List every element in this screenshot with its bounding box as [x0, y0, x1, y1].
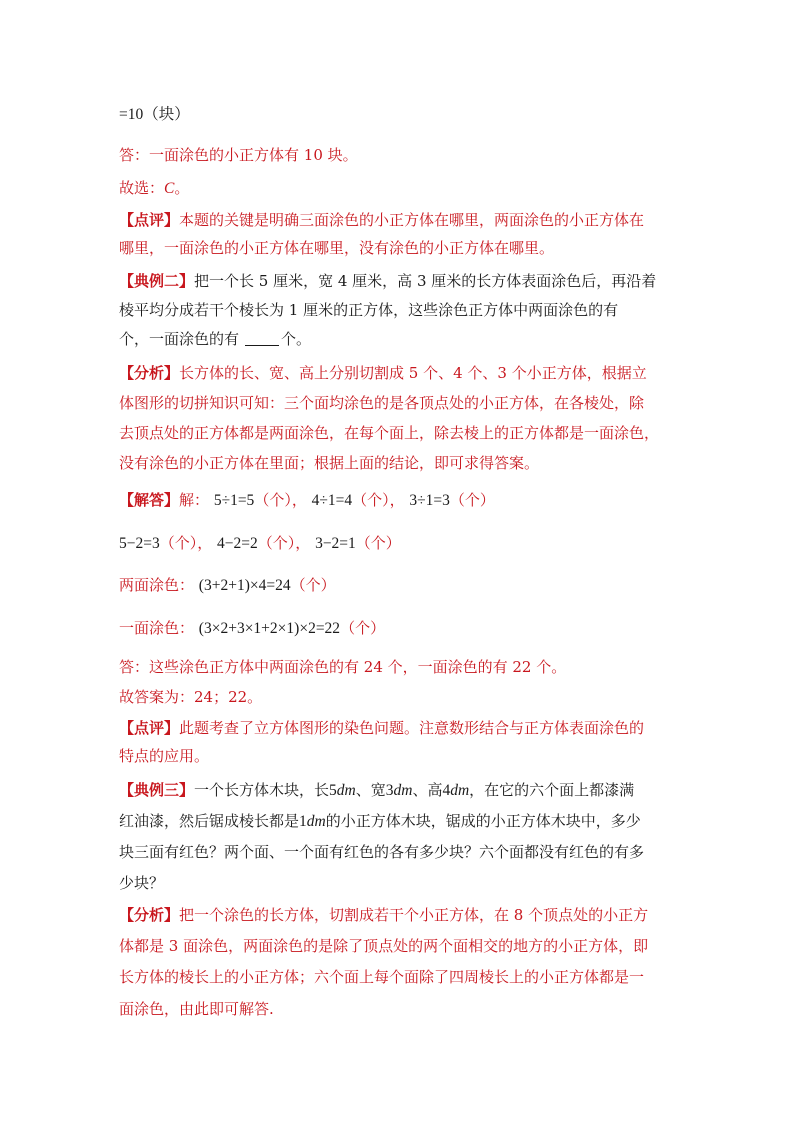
example-2-heading: 【典例二】: [119, 272, 195, 290]
analysis-text: 把一个涂色的长方体，切割成若干个小正方体，在 8 个顶点处的小正方: [179, 906, 649, 924]
example-3-text: 红油漆，然后锯成棱长都是: [119, 812, 300, 830]
analysis-text: 去顶点处的正方体都是两面涂色，在每个面上，除去棱上的正方体都是一面涂色，: [119, 424, 660, 442]
comment-text: 此题考查了立方体图形的染色问题。注意数形结合与正方体表面涂色的: [179, 719, 645, 737]
solution-line-1: [119, 490, 495, 511]
unit-dm: dm: [450, 782, 470, 799]
analysis-heading: 【分析】: [119, 364, 180, 382]
solution-line-4: [119, 618, 385, 639]
example-2-text: 个，一面涂色的有: [119, 330, 240, 348]
analysis-line-1: [119, 363, 647, 383]
comment-text: 本题的关键是明确三面涂色的小正方体在哪里，两面涂色的小正方体在: [179, 211, 645, 229]
unit-dm: dm: [393, 782, 413, 799]
answer-text: 答：一面涂色的小正方体有 10 块。: [119, 146, 358, 164]
unit-text: （个），: [352, 491, 405, 509]
example-3-text: 的小正方体木块，锯成的小正方体木块中，多少: [325, 812, 641, 830]
analysis-line-2: [119, 393, 644, 413]
unit-text: （个）: [449, 491, 495, 509]
comment-heading: 【点评】: [119, 719, 180, 737]
choice-end: 。: [174, 179, 190, 197]
analysis-line-3: [119, 423, 659, 443]
analysis-line-4: [119, 453, 539, 473]
equation: 3−2=1: [315, 535, 356, 552]
example-3-text: 少块？: [119, 874, 165, 892]
comment-2-line-2: [119, 746, 209, 766]
comment-heading: 【点评】: [119, 211, 180, 229]
example-3-text: ，在它的六个面上都漆满: [469, 781, 635, 799]
unit-text: （个），: [254, 491, 307, 509]
unit-text: （个）: [340, 619, 386, 637]
example-2-text: 把一个长 5 厘米，宽 4 厘米，高 3 厘米的长方体表面涂色后，再沿着: [194, 272, 657, 290]
unit-text: （个），: [159, 534, 213, 552]
analysis-heading: 【分析】: [119, 906, 180, 924]
solution-line-3: [119, 575, 336, 596]
analysis-2-line-2: [119, 936, 648, 956]
equation: (3+2+1)×4=24: [198, 577, 291, 594]
two-face-label: 两面涂色：: [119, 576, 195, 594]
equation: (3×2+3×1+2×1)×2=22: [198, 620, 341, 637]
example-3-text: 、高: [412, 781, 443, 799]
example-2-line-1: [119, 271, 656, 291]
equation: 4÷1=4: [311, 492, 353, 509]
equation: =10（块）: [119, 106, 190, 123]
answer-line: [119, 145, 358, 165]
example-3-line-4: [119, 873, 164, 893]
one-face-label: 一面涂色：: [119, 619, 195, 637]
example-2-text-end: 个。: [281, 330, 312, 348]
example-2-line-3: [119, 329, 311, 349]
line-1: [119, 104, 190, 125]
dimension-value: 4: [442, 782, 451, 799]
unit-text: （个）: [355, 534, 401, 552]
analysis-2-line-1: [119, 905, 648, 925]
analysis-text: 体都是 3 面涂色，两面涂色的是除了顶点处的两个面相交的地方的小正方体，即: [119, 937, 649, 955]
dimension-value: 5: [329, 782, 337, 799]
equation: 5−2=3: [119, 535, 160, 552]
equation: 4−2=2: [217, 535, 258, 552]
comment-text: 特点的应用。: [119, 747, 210, 765]
example-2-line-2: [119, 300, 618, 320]
comment-2-line-1: [119, 718, 644, 738]
comment-text: 哪里，一面涂色的小正方体在哪里，没有涂色的小正方体在哪里。: [119, 239, 555, 257]
unit-dm: dm: [336, 782, 356, 799]
example-3-text: 、宽: [355, 781, 386, 799]
unit-text: （个），: [257, 534, 311, 552]
answer-text: 答：这些涂色正方体中两面涂色的有 24 个，一面涂色的有 22 个。: [119, 658, 567, 676]
dimension-value: 3: [385, 782, 394, 799]
analysis-text: 体图形的切拼知识可知：三个面均涂色的是各顶点处的小正方体，在各棱处，除: [119, 394, 645, 412]
example-3-line-2: [119, 811, 641, 832]
solution-label: 解：: [179, 491, 210, 509]
example-2-text: 棱平均分成若干个棱长为 1 厘米的正方体，这些涂色正方体中两面涂色的有: [119, 301, 619, 319]
analysis-2-line-3: [119, 967, 644, 987]
choice-line: [119, 178, 189, 199]
example-3-text: 块三面有红色？两个面、一个面有红色的各有多少块？六个面都没有红色的有多: [119, 843, 645, 861]
final-answer-text: 故答案为：24；22。: [119, 688, 263, 706]
solution-line-2: [119, 533, 401, 554]
unit-text: （个）: [290, 576, 336, 594]
dimension-value: 1: [299, 813, 307, 830]
unit-dm: dm: [306, 813, 326, 830]
choice-label: 故选：: [119, 179, 165, 197]
example-3-text: 一个长方体木块，长: [194, 781, 330, 799]
answer-blank: [245, 331, 279, 346]
choice-letter: C: [164, 180, 175, 197]
equation: 5÷1=5: [213, 492, 255, 509]
analysis-text: 长方体的棱长上的小正方体；六个面上每个面除了四周棱长上的小正方体都是一: [119, 968, 645, 986]
equation: 3÷1=3: [409, 492, 450, 509]
final-answer-line: [119, 687, 262, 707]
analysis-text: 长方体的长、宽、高上分别切割成 5 个、4 个、3 个小正方体，根据立: [179, 364, 647, 382]
comment-line-1: [119, 210, 644, 230]
comment-line-2: [119, 238, 554, 258]
analysis-text: 没有涂色的小正方体在里面；根据上面的结论，即可求得答案。: [119, 454, 540, 472]
example-3-line-3: [119, 842, 644, 862]
example-3-heading: 【典例三】: [119, 781, 195, 799]
answer-line-2: [119, 657, 566, 677]
analysis-text: 面涂色，由此即可解答.: [119, 1000, 274, 1018]
analysis-2-line-4: [119, 999, 274, 1019]
example-3-line-1: [119, 780, 634, 801]
solution-heading: 【解答】: [119, 491, 180, 509]
